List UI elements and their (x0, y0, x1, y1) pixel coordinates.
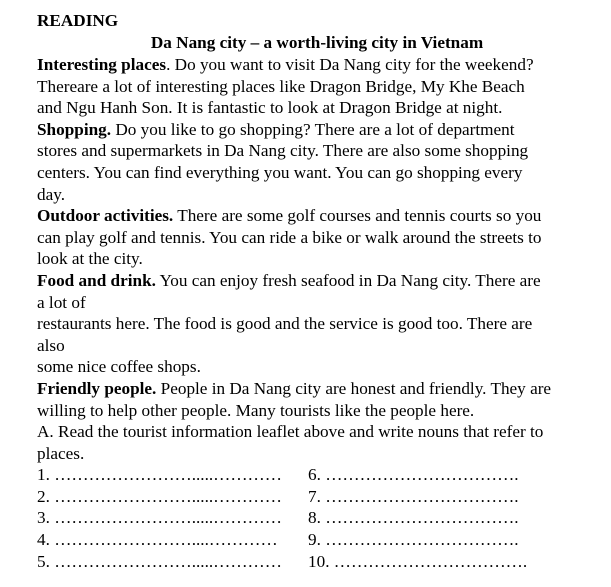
paragraph-label: Food and drink. (37, 270, 156, 290)
paragraph-text: Do you like to go shopping? There are a lot of department (111, 119, 515, 139)
answer-blank-1[interactable]: 1. …………………….....………… (37, 465, 282, 485)
paragraph-line: look at the city. (37, 249, 143, 269)
section-heading: READING (37, 11, 119, 30)
paragraph-line (37, 205, 597, 227)
blank-row (37, 551, 597, 573)
paragraph-line (37, 54, 597, 76)
paragraph-text: People in Da Nang city are honest and friendly. They are (156, 378, 552, 398)
paragraph-label: Outdoor activities. (37, 206, 174, 226)
reading-worksheet (37, 10, 597, 572)
instruction-line: A. Read the tourist information leaflet above and write nouns that refer to (37, 422, 544, 442)
blank-row (37, 507, 597, 529)
paragraph-line: also (37, 335, 65, 355)
paragraph-label: Interesting places (37, 55, 167, 74)
paragraph-text: There are some golf courses and tennis courts so you (173, 206, 542, 226)
answer-blank-10[interactable]: 10. ……………………………. (308, 551, 528, 571)
answer-blank-5[interactable]: 5. …………………….....………… (37, 551, 282, 571)
paragraph-line: and Ngu Hanh Son. It is fantastic to look at Dragon Bridge at night. (37, 98, 503, 118)
paragraph-text: You can enjoy fresh seafood in Da Nang city. There are (155, 270, 541, 290)
paragraph-line: willing to help other people. Many tourists like the people here. (37, 400, 475, 420)
answer-blank-8[interactable]: 8. ……………………………. (308, 508, 519, 528)
paragraph-interesting-places (37, 54, 597, 119)
paragraph-shopping (37, 119, 597, 205)
paragraph-line (37, 119, 597, 141)
paragraph-line: centers. You can find everything you want. You can go shopping every (37, 162, 523, 182)
paragraph-line: Thereare a lot of interesting places like Dragon Bridge, My Khe Beach (37, 76, 525, 96)
paragraph-line: some nice coffee shops. (37, 357, 201, 377)
answer-blanks (37, 464, 597, 572)
answer-blank-9[interactable]: 9. ……………………………. (308, 530, 519, 550)
paragraph-line (37, 270, 597, 292)
paragraph-line: restaurants here. The food is good and the service is good too. There are (37, 314, 533, 334)
blank-row (37, 529, 597, 551)
answer-blank-6[interactable]: 6. ……………………………. (308, 465, 519, 485)
paragraph-text: . Do you want to visit Da Nang city for the weekend? (166, 55, 534, 74)
paragraph-food-and-drink (37, 270, 597, 378)
paragraph-friendly-people (37, 378, 597, 421)
paragraph-label: Friendly people. (37, 378, 157, 398)
blank-row (37, 486, 597, 508)
answer-blank-2[interactable]: 2. …………………….....………… (37, 486, 282, 506)
paragraph-line: can play golf and tennis. You can ride a bike or walk around the streets to (37, 227, 542, 247)
paragraph-line (37, 378, 597, 400)
answer-blank-4[interactable]: 4. ……………………....………… (37, 530, 278, 550)
answer-blank-3[interactable]: 3. …………………….....………… (37, 508, 282, 528)
paragraph-outdoor-activities (37, 205, 597, 270)
exercise-instruction (37, 421, 597, 464)
instruction-line: places. (37, 443, 85, 463)
paragraph-line: day. (37, 184, 65, 204)
paragraph-line: stores and supermarkets in Da Nang city. There are also some shopping (37, 141, 529, 161)
paragraph-label: Shopping. (37, 119, 112, 139)
blank-row (37, 464, 597, 486)
passage-title: Da Nang city – a worth-living city in Vietnam (150, 33, 484, 52)
paragraph-line: a lot of (37, 292, 86, 312)
answer-blank-7[interactable]: 7. ……………………………. (308, 486, 519, 506)
